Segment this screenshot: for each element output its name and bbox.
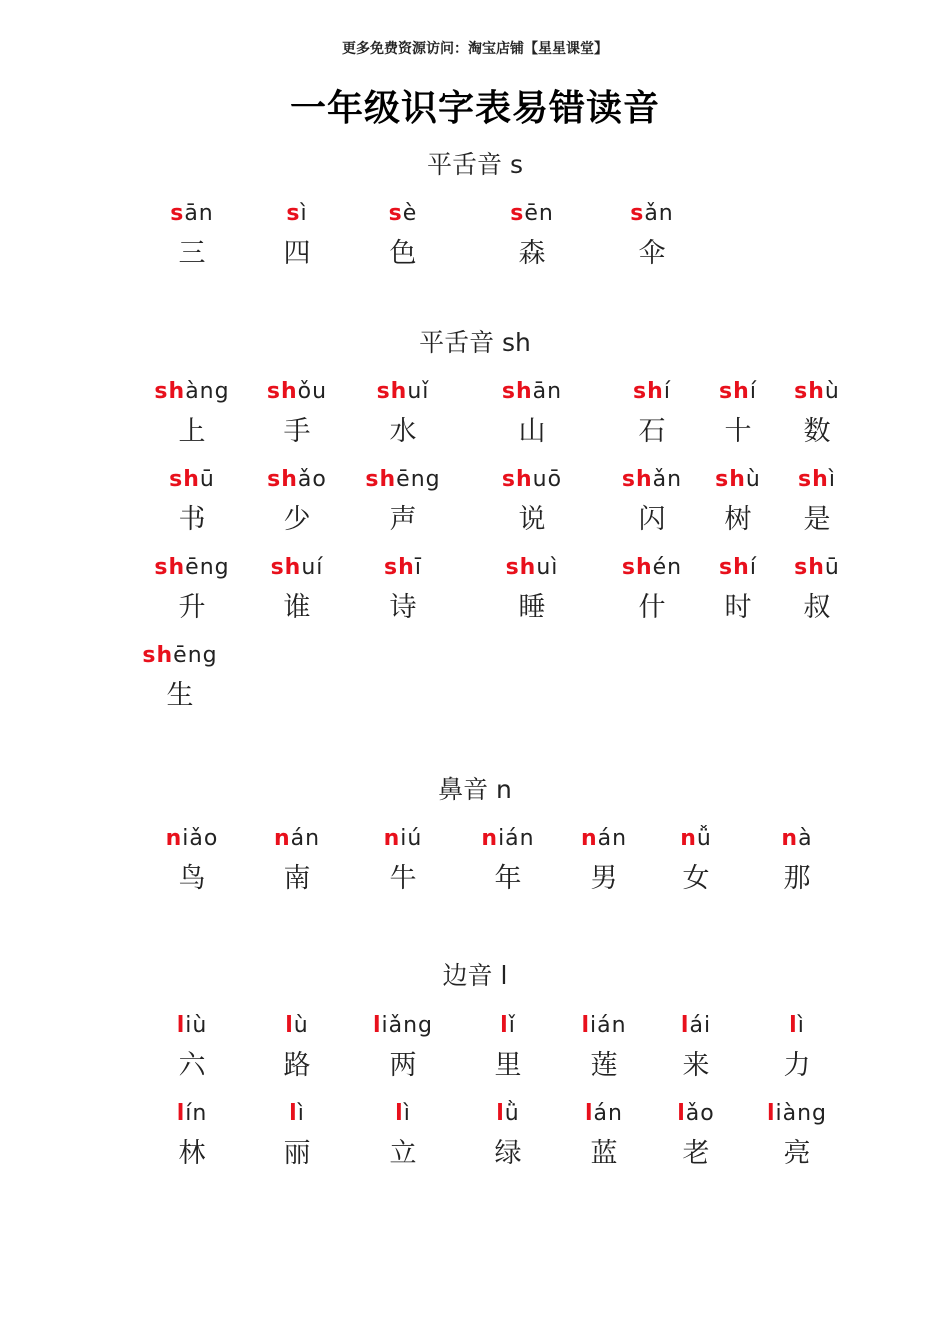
pinyin-initial: sh: [267, 467, 298, 492]
pinyin-final: í: [749, 555, 757, 580]
hanzi: 女: [682, 863, 710, 894]
hanzi: 林: [178, 1138, 206, 1169]
char-card: [762, 466, 872, 538]
pinyin-initial: sh: [376, 379, 408, 404]
pinyin-initial: l: [285, 1013, 294, 1038]
hanzi: 亮: [783, 1138, 811, 1169]
pinyin-final: í: [663, 379, 671, 404]
pinyin-final: ī: [414, 555, 422, 580]
hanzi: 谁: [283, 592, 311, 623]
hanzi: 说: [518, 504, 546, 535]
char-card: [348, 378, 458, 450]
pinyin-final: ǎo: [297, 467, 327, 492]
hanzi: 里: [494, 1050, 522, 1081]
hanzi: 声: [389, 504, 417, 535]
char-card: [348, 200, 458, 272]
pinyin-final: è: [402, 201, 418, 226]
pinyin: [477, 200, 587, 228]
char-card: [477, 554, 587, 626]
pinyin-initial: sh: [719, 379, 750, 404]
pinyin-final: iù: [185, 1013, 208, 1038]
pinyin-initial: l: [372, 1013, 382, 1038]
hanzi: 树: [724, 504, 752, 535]
hanzi: 老: [682, 1138, 710, 1169]
pinyin: [453, 1012, 563, 1040]
pinyin-initial: l: [395, 1101, 404, 1126]
hanzi: 是: [803, 504, 831, 535]
pinyin: [742, 1100, 852, 1128]
hanzi: 书: [178, 504, 206, 535]
pinyin: [242, 554, 352, 582]
hanzi: 数: [803, 416, 831, 447]
pinyin-final: ì: [403, 1101, 411, 1126]
char-card: [137, 200, 247, 272]
section-title: 平舌音 s: [427, 150, 523, 179]
pinyin: [742, 825, 852, 853]
hanzi: 水: [389, 416, 417, 447]
pinyin-initial: sh: [154, 555, 186, 580]
hanzi: 生: [166, 680, 194, 711]
section-title: 平舌音 sh: [419, 328, 531, 357]
pinyin-final: én: [652, 555, 683, 580]
pinyin-initial: sh: [501, 379, 533, 404]
pinyin-initial: l: [677, 1101, 686, 1126]
char-card: [125, 642, 235, 714]
pinyin-final: án: [597, 826, 628, 851]
hanzi: 丽: [283, 1138, 311, 1169]
pinyin-final: ǎn: [644, 201, 674, 226]
pinyin: [742, 1012, 852, 1040]
pinyin-final: án: [290, 826, 321, 851]
char-card: [137, 825, 247, 897]
pinyin-initial: sh: [505, 555, 537, 580]
char-card: [477, 200, 587, 272]
pinyin: [242, 1012, 352, 1040]
hanzi: 六: [178, 1050, 206, 1081]
char-card: [597, 200, 707, 272]
hanzi: 年: [494, 863, 522, 894]
hanzi: 来: [682, 1050, 710, 1081]
pinyin-initial: n: [273, 826, 291, 851]
char-card: [242, 1012, 352, 1084]
pinyin-final: iú: [400, 826, 423, 851]
pinyin-initial: sh: [142, 643, 174, 668]
hanzi: 三: [178, 238, 206, 269]
section-title: 鼻音 n: [438, 775, 512, 804]
char-card: [242, 554, 352, 626]
pinyin: [477, 378, 587, 406]
pinyin-final: iǎo: [182, 826, 219, 851]
pinyin-initial: sh: [384, 555, 415, 580]
char-card: [348, 1100, 458, 1172]
char-card: [762, 378, 872, 450]
pinyin-initial: sh: [719, 555, 750, 580]
section-title: 边音 l: [442, 961, 508, 990]
pinyin: [242, 825, 352, 853]
pinyin-initial: sh: [154, 379, 186, 404]
pinyin-final: ǐ: [508, 1013, 516, 1038]
pinyin: [762, 378, 872, 406]
header-note: 更多免费资源访问：淘宝店铺【星星课堂】: [342, 41, 608, 57]
pinyin-final: uí: [301, 555, 324, 580]
pinyin: [348, 466, 458, 494]
pinyin-final: ù: [293, 1013, 309, 1038]
hanzi: 少: [283, 504, 311, 535]
pinyin: [242, 378, 352, 406]
pinyin: [641, 1012, 751, 1040]
hanzi: 鸟: [178, 863, 206, 894]
pinyin-initial: sh: [266, 379, 298, 404]
pinyin-initial: s: [630, 201, 645, 226]
pinyin: [597, 200, 707, 228]
pinyin-final: uǐ: [407, 379, 430, 404]
pinyin-final: ù: [824, 379, 840, 404]
pinyin-initial: l: [585, 1101, 594, 1126]
char-card: [641, 825, 751, 897]
pinyin-final: à: [798, 826, 813, 851]
pinyin-final: ēng: [173, 643, 218, 668]
hanzi: 上: [178, 416, 206, 447]
pinyin-initial: s: [510, 201, 525, 226]
pinyin: [453, 1100, 563, 1128]
pinyin-initial: sh: [798, 467, 829, 492]
char-card: [242, 200, 352, 272]
pinyin: [137, 554, 247, 582]
char-card: [742, 1012, 852, 1084]
pinyin-initial: s: [286, 201, 301, 226]
pinyin: [641, 1100, 751, 1128]
pinyin: [348, 554, 458, 582]
pinyin-initial: n: [481, 826, 499, 851]
pinyin: [641, 825, 751, 853]
pinyin-final: ín: [185, 1101, 208, 1126]
pinyin-final: àng: [185, 379, 230, 404]
pinyin-final: uì: [536, 555, 559, 580]
pinyin-final: ū: [824, 555, 840, 580]
pinyin-initial: sh: [633, 379, 664, 404]
char-card: [348, 466, 458, 538]
pinyin-initial: sh: [501, 467, 533, 492]
pinyin-final: ān: [184, 201, 214, 226]
pinyin-initial: sh: [270, 555, 302, 580]
hanzi: 那: [783, 863, 811, 894]
hanzi: 山: [518, 416, 546, 447]
pinyin-final: iǎng: [381, 1013, 434, 1038]
pinyin-initial: sh: [794, 379, 825, 404]
pinyin-initial: l: [581, 1013, 590, 1038]
hanzi: 伞: [638, 238, 666, 269]
pinyin: [348, 200, 458, 228]
pinyin: [137, 200, 247, 228]
pinyin: [137, 378, 247, 406]
pinyin-initial: n: [165, 826, 183, 851]
hanzi: 手: [283, 416, 311, 447]
pinyin-final: ēng: [396, 467, 441, 492]
hanzi: 力: [783, 1050, 811, 1081]
hanzi: 牛: [389, 863, 417, 894]
pinyin-final: ǎn: [652, 467, 683, 492]
pinyin-final: ǜ: [504, 1101, 520, 1126]
hanzi: 诗: [389, 592, 417, 623]
pinyin-initial: s: [388, 201, 403, 226]
pinyin-initial: l: [500, 1013, 509, 1038]
char-card: [137, 1012, 247, 1084]
hanzi: 时: [724, 592, 752, 623]
hanzi: 什: [638, 592, 666, 623]
char-card: [137, 378, 247, 450]
pinyin: [125, 642, 235, 670]
pinyin-initial: l: [289, 1101, 298, 1126]
char-card: [453, 1100, 563, 1172]
pinyin-initial: l: [789, 1013, 798, 1038]
pinyin-initial: l: [176, 1013, 186, 1038]
hanzi: 蓝: [590, 1138, 618, 1169]
pinyin: [453, 825, 563, 853]
pinyin: [348, 1100, 458, 1128]
char-card: [762, 554, 872, 626]
char-card: [453, 825, 563, 897]
hanzi: 森: [518, 238, 546, 269]
char-card: [453, 1012, 563, 1084]
pinyin: [137, 825, 247, 853]
pinyin-final: ì: [797, 1013, 805, 1038]
hanzi: 南: [283, 863, 311, 894]
hanzi: 石: [638, 416, 666, 447]
hanzi: 莲: [590, 1050, 618, 1081]
pinyin-initial: sh: [794, 555, 825, 580]
pinyin: [762, 554, 872, 582]
pinyin: [137, 1012, 247, 1040]
pinyin: [477, 554, 587, 582]
pinyin-final: ì: [297, 1101, 305, 1126]
pinyin-final: ián: [590, 1013, 627, 1038]
hanzi: 绿: [494, 1138, 522, 1169]
pinyin-initial: sh: [621, 555, 653, 580]
pinyin-initial: l: [766, 1101, 776, 1126]
hanzi: 两: [389, 1050, 417, 1081]
pinyin-final: ián: [498, 826, 535, 851]
pinyin: [137, 1100, 247, 1128]
char-card: [137, 554, 247, 626]
char-card: [477, 378, 587, 450]
pinyin-final: án: [593, 1101, 623, 1126]
char-card: [742, 825, 852, 897]
pinyin: [242, 466, 352, 494]
pinyin-initial: sh: [365, 467, 397, 492]
char-card: [348, 1012, 458, 1084]
pinyin-final: ù: [745, 467, 761, 492]
pinyin-initial: n: [680, 826, 697, 851]
pinyin: [242, 1100, 352, 1128]
char-card: [242, 825, 352, 897]
pinyin-initial: n: [383, 826, 401, 851]
char-card: [348, 554, 458, 626]
pinyin-final: ǒu: [297, 379, 328, 404]
pinyin-final: ái: [689, 1013, 712, 1038]
pinyin-final: ì: [300, 201, 308, 226]
char-card: [348, 825, 458, 897]
pinyin-final: ēng: [185, 555, 230, 580]
char-card: [137, 1100, 247, 1172]
hanzi: 升: [178, 592, 206, 623]
char-card: [477, 466, 587, 538]
pinyin-final: ì: [828, 467, 836, 492]
pinyin: [348, 1012, 458, 1040]
pinyin-final: uō: [532, 467, 563, 492]
pinyin-initial: n: [580, 826, 598, 851]
pinyin-initial: sh: [169, 467, 200, 492]
char-card: [137, 466, 247, 538]
pinyin-final: ǚ: [696, 826, 712, 851]
pinyin: [242, 200, 352, 228]
pinyin-final: ēn: [524, 201, 554, 226]
hanzi: 十: [724, 416, 752, 447]
pinyin: [762, 466, 872, 494]
pinyin-final: ān: [532, 379, 563, 404]
pinyin-initial: sh: [621, 467, 653, 492]
pinyin-initial: s: [170, 201, 185, 226]
hanzi: 闪: [638, 504, 666, 535]
char-card: [742, 1100, 852, 1172]
pinyin-final: ū: [199, 467, 215, 492]
hanzi: 叔: [803, 592, 831, 623]
hanzi: 路: [283, 1050, 311, 1081]
pinyin-initial: n: [781, 826, 799, 851]
pinyin-final: ǎo: [685, 1101, 715, 1126]
char-card: [641, 1100, 751, 1172]
pinyin-final: í: [749, 379, 757, 404]
char-card: [242, 1100, 352, 1172]
hanzi: 男: [590, 863, 618, 894]
hanzi: 睡: [518, 592, 546, 623]
char-card: [641, 1012, 751, 1084]
pinyin: [477, 466, 587, 494]
pinyin: [137, 466, 247, 494]
pinyin-initial: sh: [715, 467, 746, 492]
hanzi: 立: [389, 1138, 417, 1169]
char-card: [242, 466, 352, 538]
pinyin-final: iàng: [775, 1101, 828, 1126]
pinyin-initial: l: [680, 1013, 690, 1038]
pinyin-initial: l: [496, 1101, 505, 1126]
char-card: [242, 378, 352, 450]
page-title: 一年级识字表易错读音: [289, 88, 660, 129]
pinyin-initial: l: [176, 1101, 186, 1126]
hanzi: 四: [283, 238, 311, 269]
pinyin: [348, 378, 458, 406]
pinyin: [348, 825, 458, 853]
hanzi: 色: [389, 238, 417, 269]
